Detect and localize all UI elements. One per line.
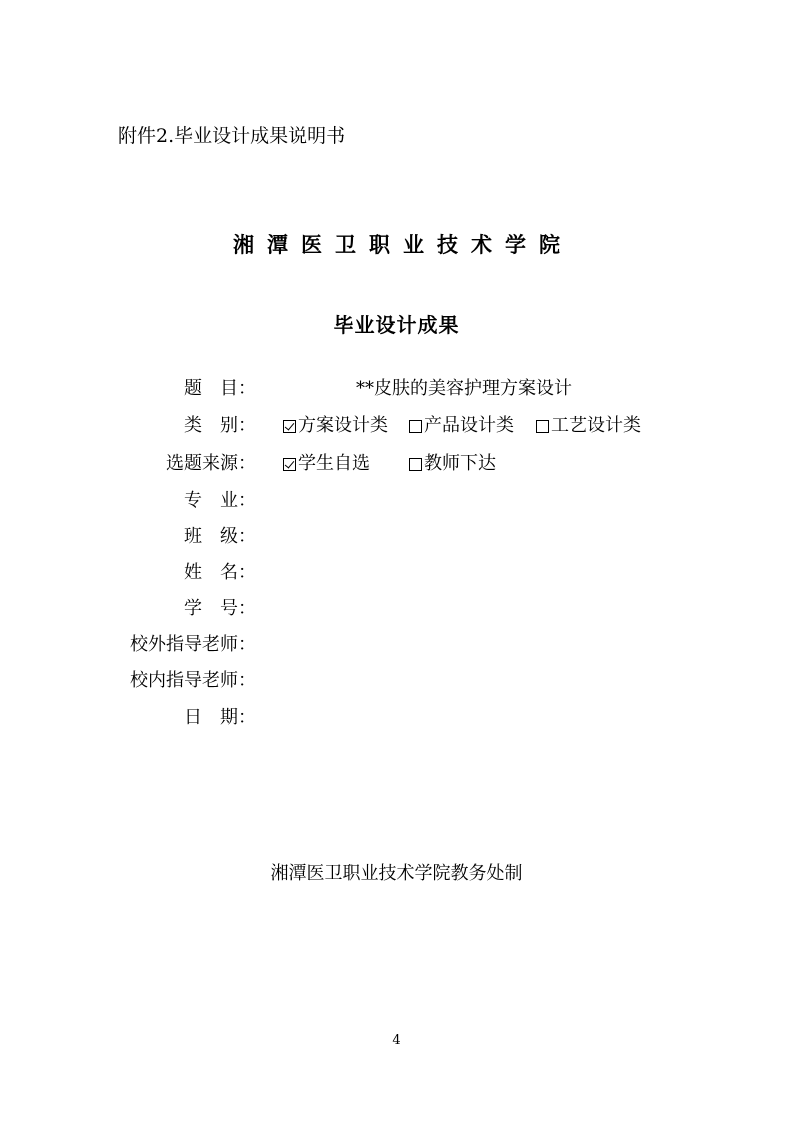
document-title: 毕业设计成果 (333, 313, 460, 337)
unchecked-checkbox-icon (536, 420, 549, 433)
name-label: 姓 名： (184, 562, 256, 583)
major-label: 专 业： (184, 490, 256, 511)
category-option-label: 方案设计类 (298, 415, 388, 436)
category-option-process (536, 414, 641, 438)
source-option-label: 教师下达 (424, 453, 496, 474)
category-option-label: 工艺设计类 (551, 415, 641, 436)
source-option-label: 学生自选 (298, 453, 370, 474)
checked-checkbox-icon (283, 420, 296, 433)
student-id-label: 学 号： (184, 598, 256, 619)
topic-label: 题 目： (184, 378, 256, 399)
category-option-plan (283, 414, 388, 438)
school-name: 湘潭医卫职业技术学院 (233, 233, 573, 257)
attachment-label: 附件2.毕业设计成果说明书 (118, 125, 346, 147)
page-number: 4 (392, 1033, 401, 1048)
class-label: 班 级： (184, 526, 256, 547)
unchecked-checkbox-icon (409, 458, 422, 471)
external-advisor-label: 校外指导老师： (130, 634, 256, 655)
source-label: 选题来源： (166, 453, 256, 474)
source-option-student (283, 452, 370, 476)
unchecked-checkbox-icon (409, 420, 422, 433)
topic-value: **皮肤的美容护理方案设计 (356, 378, 572, 399)
date-label: 日 期： (184, 707, 256, 728)
checked-checkbox-icon (283, 458, 296, 471)
source-option-teacher (409, 452, 496, 476)
category-option-product (409, 414, 514, 438)
category-option-label: 产品设计类 (424, 415, 514, 436)
issuing-office: 湘潭医卫职业技术学院教务处制 (270, 863, 523, 884)
category-label: 类 别： (184, 415, 256, 436)
internal-advisor-label: 校内指导老师： (130, 670, 256, 691)
